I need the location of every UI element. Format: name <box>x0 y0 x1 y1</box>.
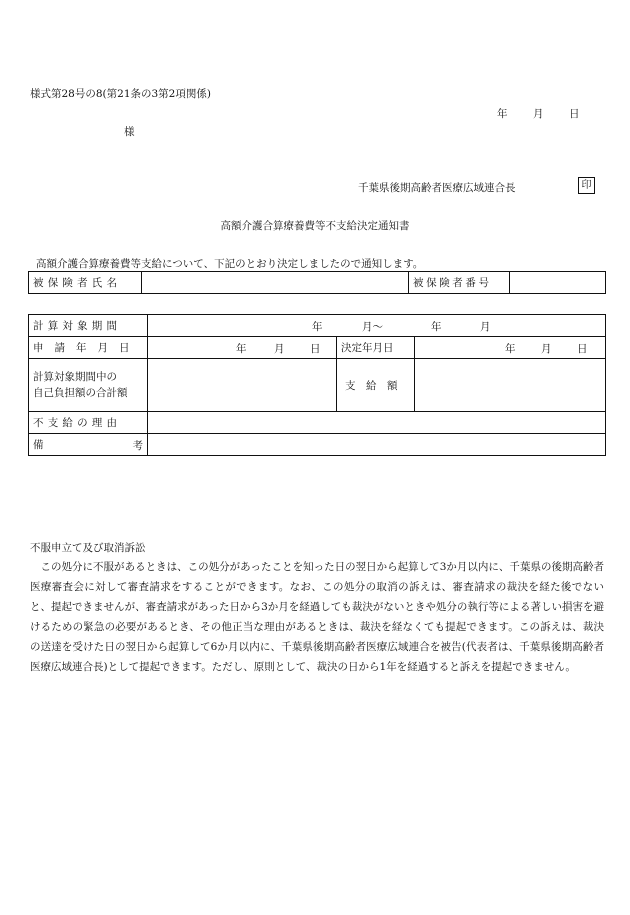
non-payment-reason-field[interactable] <box>148 412 606 434</box>
application-year: 年 <box>236 343 247 355</box>
date-day: 日 <box>569 108 580 120</box>
table-row <box>29 359 606 412</box>
insured-number-label: 被保険者番号 <box>409 272 510 294</box>
decision-day: 日 <box>577 343 588 355</box>
appeal-section-body: この処分に不服があるときは、この処分があったことを知った日の翌日から起算して3か月以内に、千葉県の後期高齢者医療審査会に対して審査請求をすることができます。なお、この処分の取消の訴えは、審査請求の裁決を経た後でないと、提起できませんが、審査請求があった日から3か月を経過しても裁決がないときや処分の執行等による著しい損害を避けるための緊急の必要があるとき、その他正当な理由があるときは、裁決を経なくても提起できます。この訴えは、裁決の送達を受けた日の翌日から起算して6か月以内に、千葉県後期高齢者医療広域連合を被告(代表者は、千葉県後期高齢者医療広域連合長)として提起できます。ただし、原則として、裁決の日から1年を経過すると訴えを提起できません。 <box>30 561 604 673</box>
document-title: 高額介護合算療養費等不支給決定通知書 <box>220 220 410 232</box>
payment-amount-field[interactable] <box>415 359 606 412</box>
remarks-label-right: 考 <box>132 440 143 452</box>
period-month-start: 月～ <box>362 321 383 333</box>
application-date-label-text: 申請年月日 <box>33 342 141 354</box>
decision-detail-table <box>28 314 606 456</box>
insured-name-field[interactable] <box>142 272 409 294</box>
self-pay-total-field[interactable] <box>148 359 337 412</box>
period-month-end: 月 <box>480 321 491 333</box>
seal-mark: 印 <box>578 177 595 194</box>
decision-year: 年 <box>505 343 516 355</box>
addressee-suffix: 様 <box>124 126 135 138</box>
self-pay-total-label <box>29 359 148 412</box>
date-year: 年 <box>497 108 508 120</box>
period-field[interactable] <box>148 315 606 337</box>
intro-text: 高額介護合算療養費等支給について、下記のとおり決定しましたので通知します。 <box>36 258 424 270</box>
table-row <box>29 337 606 359</box>
table-row <box>29 434 606 456</box>
issuer-name: 千葉県後期高齢者医療広域連合長 <box>358 182 516 194</box>
table-row <box>29 412 606 434</box>
period-label: 計算対象期間 <box>29 315 148 337</box>
payment-amount-label: 支 給 額 <box>337 359 415 412</box>
period-year-start: 年 <box>312 321 323 333</box>
self-pay-label-line1: 計算対象期間中の <box>33 371 117 383</box>
decision-date-label: 決定年月日 <box>337 337 415 359</box>
self-pay-label-line2: 自己負担額の合計額 <box>33 387 128 399</box>
period-year-end: 年 <box>431 321 442 333</box>
insured-info-table <box>28 271 606 294</box>
remarks-label <box>29 434 148 456</box>
insured-name-label: 被保険者氏名 <box>29 272 142 294</box>
non-payment-reason-label: 不支給の理由 <box>29 412 148 434</box>
application-date-field[interactable] <box>148 337 337 359</box>
table-row <box>29 315 606 337</box>
application-date-label <box>29 337 148 359</box>
application-day: 日 <box>310 343 321 355</box>
date-month: 月 <box>533 108 544 120</box>
insured-number-field[interactable] <box>510 272 606 294</box>
form-number: 様式第28号の8(第21条の3第2項関係) <box>30 88 211 100</box>
decision-date-field[interactable] <box>415 337 606 359</box>
application-month: 月 <box>274 343 285 355</box>
appeal-section-title: 不服申立て及び取消訴訟 <box>30 542 146 554</box>
remarks-label-left: 備 <box>33 439 44 451</box>
table-row <box>29 272 606 294</box>
decision-month: 月 <box>541 343 552 355</box>
remarks-field[interactable] <box>148 434 606 456</box>
issue-date <box>497 106 580 121</box>
